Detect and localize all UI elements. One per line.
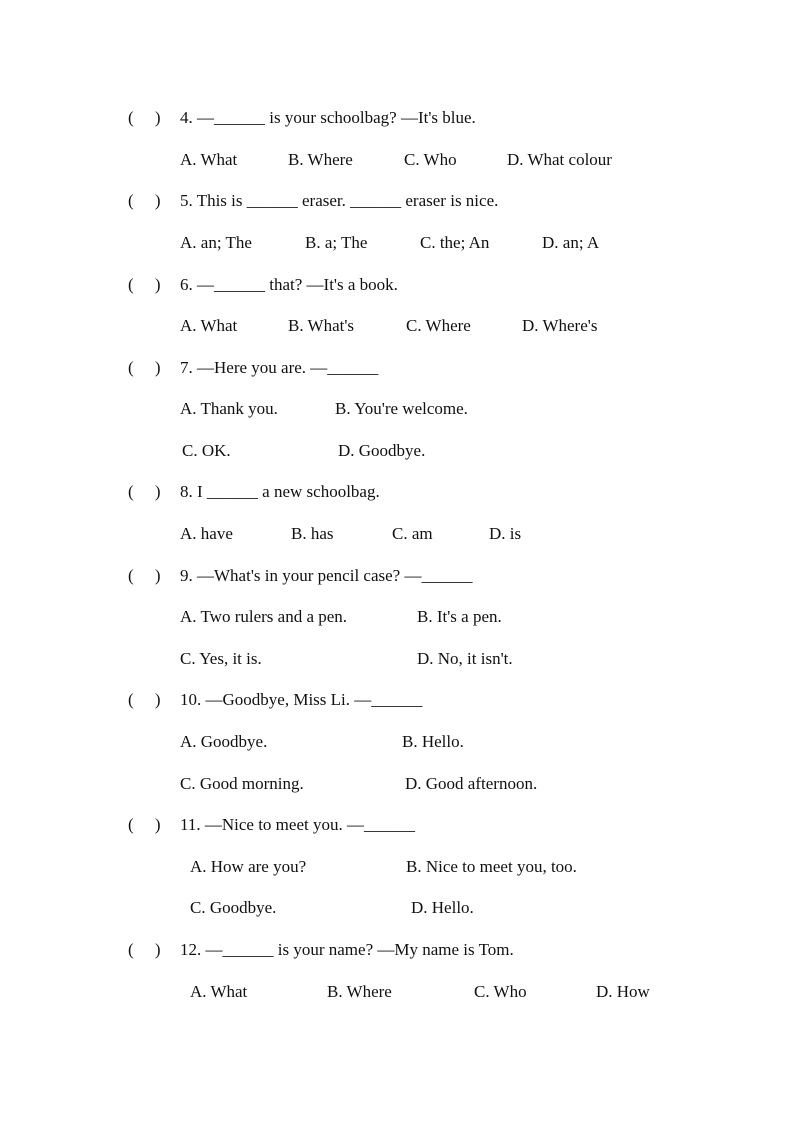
option-a: A. What: [190, 982, 248, 1001]
option-b: B. It's a pen.: [417, 607, 502, 626]
option-c: C. Good morning.: [180, 774, 304, 793]
option-a: A. Thank you.: [180, 399, 278, 418]
option-c: C. Who: [474, 982, 527, 1001]
answer-bracket: ( ): [128, 108, 161, 127]
option-d: D. is: [489, 524, 522, 543]
option-b: B. Where: [327, 982, 392, 1001]
option-b: B. You're welcome.: [335, 399, 468, 418]
option-d: D. How: [596, 982, 650, 1001]
option-b: B. Nice to meet you, too.: [406, 857, 577, 876]
option-d: D. Where's: [522, 316, 598, 335]
answer-bracket: ( ): [128, 191, 161, 210]
question-stem: 12. —______ is your name? —My name is Tom.: [180, 940, 514, 959]
question-stem: 5. This is ______ eraser. ______ eraser is nice.: [180, 191, 499, 210]
answer-bracket: ( ): [128, 358, 161, 377]
option-a: A. Two rulers and a pen.: [180, 607, 348, 626]
answer-bracket: ( ): [128, 482, 161, 501]
option-d: D. Hello.: [411, 898, 474, 917]
option-d: D. Goodbye.: [338, 441, 426, 460]
question-stem: 7. —Here you are. —______: [180, 358, 379, 377]
option-a: A. an; The: [180, 233, 252, 252]
option-b: B. Hello.: [402, 732, 464, 751]
option-b: B. What's: [288, 316, 355, 335]
option-c: C. OK.: [182, 441, 231, 460]
option-a: A. What: [180, 316, 238, 335]
option-c: C. Where: [406, 316, 471, 335]
option-c: C. am: [392, 524, 433, 543]
answer-bracket: ( ): [128, 815, 161, 834]
answer-bracket: ( ): [128, 940, 161, 959]
answer-bracket: ( ): [128, 566, 161, 585]
option-c: C. Goodbye.: [190, 898, 277, 917]
option-d: D. an; A: [542, 233, 600, 252]
option-b: B. has: [291, 524, 334, 543]
question-stem: 8. I ______ a new schoolbag.: [180, 482, 380, 501]
option-a: A. Goodbye.: [180, 732, 268, 751]
option-a: A. have: [180, 524, 233, 543]
option-b: B. Where: [288, 150, 353, 169]
option-b: B. a; The: [305, 233, 368, 252]
option-a: A. How are you?: [190, 857, 307, 876]
question-stem: 6. —______ that? —It's a book.: [180, 275, 398, 294]
option-d: D. Good afternoon.: [405, 774, 538, 793]
option-a: A. What: [180, 150, 238, 169]
question-stem: 9. —What's in your pencil case? —______: [180, 566, 473, 585]
option-d: D. No, it isn't.: [417, 649, 513, 668]
answer-bracket: ( ): [128, 275, 161, 294]
option-c: C. the; An: [420, 233, 490, 252]
option-c: C. Yes, it is.: [180, 649, 262, 668]
answer-bracket: ( ): [128, 690, 161, 709]
option-c: C. Who: [404, 150, 457, 169]
question-stem: 11. —Nice to meet you. —______: [180, 815, 415, 834]
question-stem: 4. —______ is your schoolbag? —It's blue.: [180, 108, 476, 127]
question-stem: 10. —Goodbye, Miss Li. —______: [180, 690, 423, 709]
option-d: D. What colour: [507, 150, 612, 169]
